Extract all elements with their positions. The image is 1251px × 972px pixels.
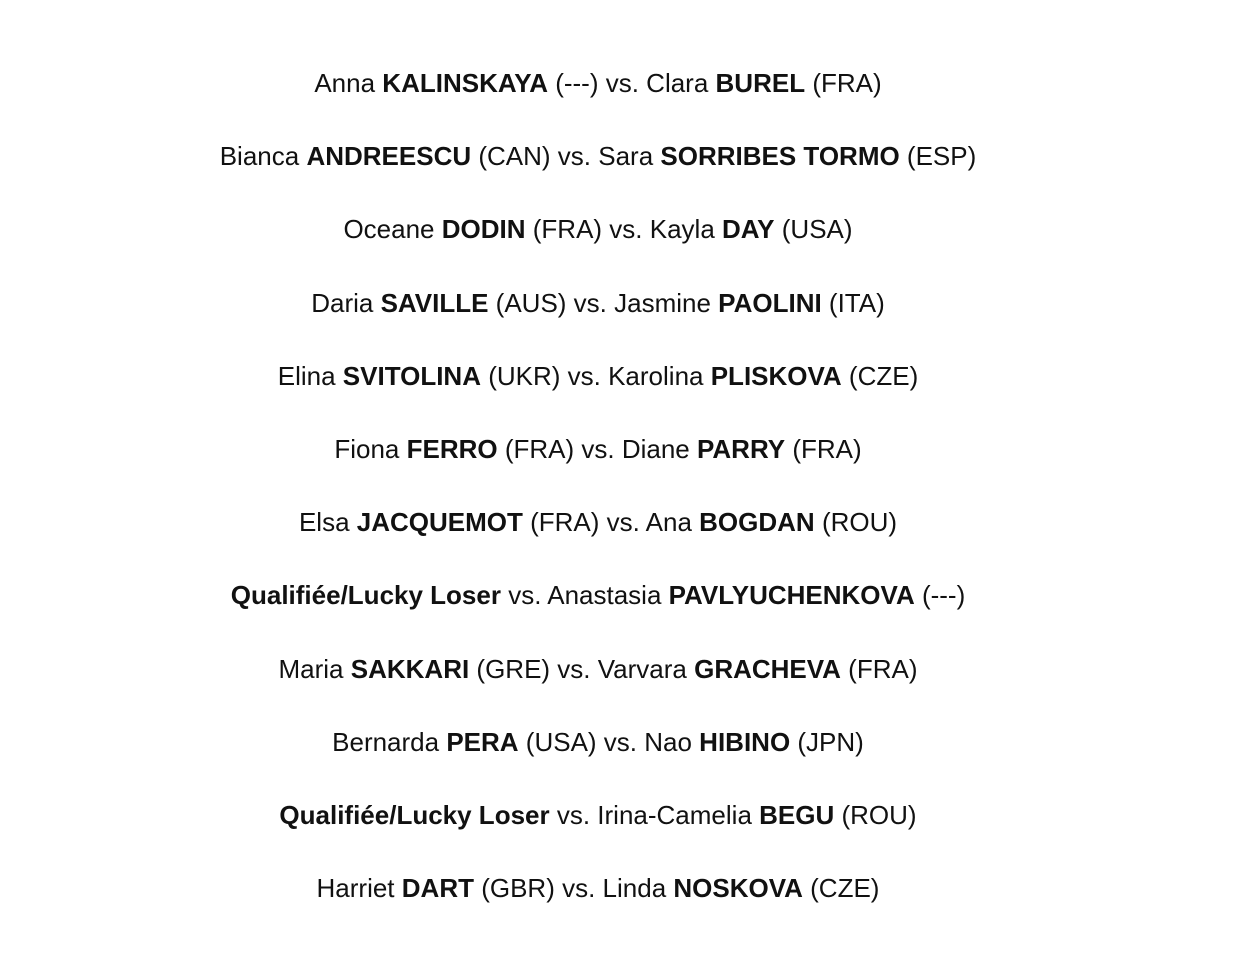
match-text: Bernarda [332, 726, 447, 757]
match-row [0, 869, 1196, 942]
player-surname: ANDREESCU [306, 141, 472, 172]
match-row [0, 430, 1196, 503]
player-surname: GRACHEVA [694, 653, 841, 684]
match-text: (ROU) [814, 507, 898, 538]
match-text: (---) [914, 580, 966, 611]
match-text: (FRA) vs. Diane [497, 433, 697, 464]
player-surname: BEGU [759, 799, 835, 830]
player-surname: SAVILLE [380, 287, 489, 318]
player-surname: PERA [446, 726, 519, 757]
match-text: (CZE) [841, 360, 919, 391]
match-row [0, 210, 1196, 283]
player-surname: FERRO [406, 433, 498, 464]
player-surname: SORRIBES TORMO [660, 141, 900, 172]
player-surname: BUREL [715, 68, 806, 98]
match-text: Maria [278, 653, 351, 684]
match-text: Bianca [219, 141, 307, 172]
match-text: (GRE) vs. Varvara [469, 653, 695, 684]
match-row [0, 284, 1196, 357]
player-surname: Qualifiée/Lucky Loser [279, 799, 550, 830]
match-text: (FRA) [840, 653, 918, 684]
player-surname: NOSKOVA [673, 873, 803, 904]
match-text: Elsa [298, 507, 357, 538]
player-surname: BOGDAN [699, 507, 815, 538]
match-row [0, 503, 1196, 576]
player-surname: DODIN [441, 214, 526, 245]
player-surname: HIBINO [699, 726, 791, 757]
match-text: (AUS) vs. Jasmine [488, 287, 719, 318]
match-text: Harriet [316, 873, 402, 904]
match-row [0, 796, 1196, 869]
match-text: (GBR) vs. Linda [473, 873, 674, 904]
match-row [0, 576, 1196, 649]
match-text: vs. Anastasia [500, 580, 669, 611]
match-text: (FRA) [785, 433, 862, 464]
match-text: (JPN) [790, 726, 864, 757]
player-surname: DART [401, 873, 474, 904]
match-text: (ESP) [899, 141, 977, 172]
match-text: Fiona [334, 433, 407, 464]
match-text: Anna [314, 68, 383, 98]
match-text: (FRA) [805, 68, 882, 98]
player-surname: PAVLYUCHENKOVA [668, 580, 915, 611]
player-surname: JACQUEMOT [356, 507, 523, 538]
match-row [0, 137, 1196, 210]
match-row [0, 723, 1196, 796]
match-text: (USA) vs. Nao [518, 726, 700, 757]
match-text: (UKR) vs. Karolina [480, 360, 711, 391]
match-text: (FRA) vs. Kayla [525, 214, 723, 245]
player-surname: KALINSKAYA [382, 68, 548, 98]
player-surname: DAY [722, 214, 775, 245]
player-surname: SAKKARI [350, 653, 470, 684]
match-text: (CAN) vs. Sara [471, 141, 661, 172]
match-text: Oceane [343, 214, 442, 245]
match-text: (FRA) vs. Ana [522, 507, 700, 538]
match-text: (ITA) [821, 287, 885, 318]
player-surname: SVITOLINA [342, 360, 481, 391]
match-text: (ROU) [834, 799, 917, 830]
match-text: Elina [277, 360, 343, 391]
match-row [0, 64, 1196, 137]
match-row [0, 650, 1196, 723]
match-text: vs. Irina-Camelia [549, 799, 760, 830]
player-surname: PLISKOVA [710, 360, 842, 391]
match-list [0, 64, 1196, 942]
match-text: (CZE) [802, 873, 880, 904]
match-text: (---) vs. Clara [547, 68, 716, 98]
match-text: Daria [311, 287, 381, 318]
match-row [0, 357, 1196, 430]
match-text: (USA) [774, 214, 853, 245]
player-surname: PARRY [696, 433, 786, 464]
player-surname: PAOLINI [718, 287, 822, 318]
player-surname: Qualifiée/Lucky Loser [230, 580, 501, 611]
